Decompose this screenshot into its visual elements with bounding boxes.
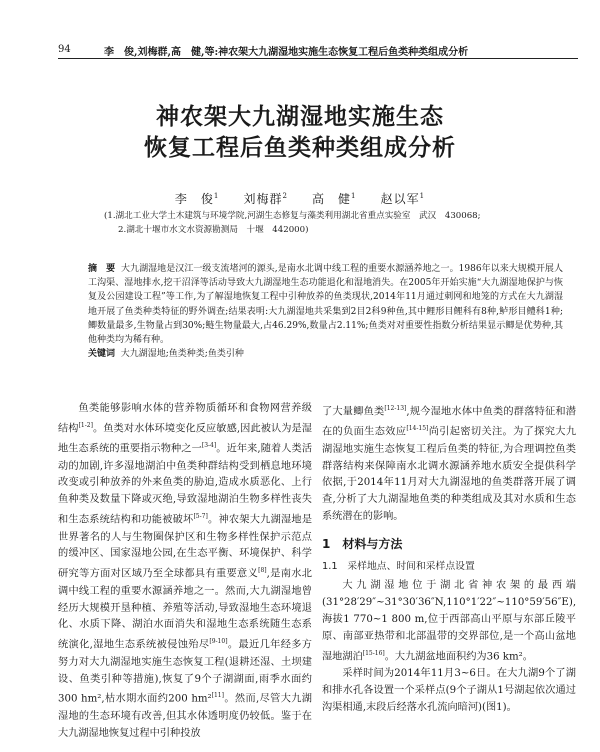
keywords-text: 大九湖湿地;鱼类种类;鱼类引种 bbox=[120, 349, 244, 360]
abstract bbox=[88, 262, 563, 361]
affiliation-mark: 1 bbox=[213, 192, 220, 200]
affiliation-2: 2.湖北十堰市水文水资源勘测局 十堰 442000) bbox=[118, 225, 309, 235]
citation: [12-13] bbox=[384, 405, 407, 412]
running-title: 李 俊,刘梅群,高 健,等:神农架大九湖湿地实施生态恢复工程后鱼类种类组成分析 bbox=[104, 47, 469, 58]
intro-continued: 了大量鲫鱼类[12-13],规今湿地水体中鱼类的群落特征和潜在的负面生态效应[14-15]尚引起密切关注。为了探究大九湖湿地实施生态恢复工程后鱼类的特征,为合理调控鱼类群落结构来保障南水北调水源涵养地水质安全提供科学依据,于2014年11月对大九湖湿地的鱼类群落开展了调查,分析了大九湖湿地鱼类的种类组成及其对水质和生态系统潜在的影响。 bbox=[322, 405, 577, 523]
abstract-text: 大九湖湿地是汉江一级支流堵河的源头,是南水北调中线工程的重要水源涵养地之一。1986年以来大规模开展人工沟渠、湿地排水,挖干沼泽等活动导致大九湖湿地生态功能退化和湿地消失。在2005年开始实施“大九湖湿地保护与恢复及公园建设工程”等工作,为了解湿地恢复工程中引种放养的鱼类现状,2014年11月通过刺网和地笼的方式在大九湖湿地开展了鱼类种类特征的野外调查;结果表明:大九湖湿地共采集到2目2科9种鱼,其中鲤形目鲤科有8种,鲈形目鳢科1种;鲫数量最多,生物量占到30%;鲢生物量最大,占46.29%,数量占2.11%;鱼类对对重要性指数分析结果显示鲫是优势种,其他种类均为稀有种。 bbox=[88, 264, 563, 346]
abstract-label: 摘 要 bbox=[88, 264, 116, 274]
author-name: 刘梅群 bbox=[243, 192, 283, 206]
intro-paragraph: 鱼类能够影响水体的营养物质循环和食物网营养级结构[1-2]。鱼类对水体环境变化反应敏感,因此被认为是湿地生态系统的重要指示物种之一[3-4]。近年来,随着人类活动的加剧,许多湿地湖泊中鱼类种群结构受到栖息地环境改变或引种放养的外来鱼类的胁迫,造成水质恶化、上行鱼种类及数量下降或灭绝,导致湿地湖泊生物多样性丧失和生态系统结构和功能被破坏[5-7]。神农架大九湖湿地是世界著名的人与生物圈保护区和生物多样性保护示范点的缓冲区、国家湿地公园,在生态平衡、环境保护、科学研究等方面对区域乃至全球都具有重要意义[8],是南水北调中线工程的重要水源涵养地之一。然而,大九湖湿地曾经历大规模开垦种植、养殖等活动,导致湿地生态环境退化、水质下降、湖泊水面消失和湿地生态系统随生态系统演化,湿地生态系统被侵蚀殆尽[9-10]。最近几年经多方努力对大九湖湿地实施生态恢复工程(退耕还湿、土坝建设、鱼类引种等措施),恢复了9个子湖湖面,雨季水面约300 hm²,枯水期水面约200 hm²[11]。然而,尽管大九湖湿地的生态环境有改善,但其水体透明度仍较低。鉴于在大九湖湿地恢复过程中引种投放 bbox=[58, 403, 313, 739]
citation: [8] bbox=[258, 567, 267, 575]
affiliation-mark: 1 bbox=[419, 192, 426, 200]
citation: [1-2] bbox=[78, 421, 93, 429]
article-title-line2: 恢复工程后鱼类种类组成分析 bbox=[144, 135, 456, 161]
author-list bbox=[0, 190, 600, 207]
article-title-line1: 神农架大九湖湿地实施生态 bbox=[156, 104, 444, 130]
author-name: 高 健 bbox=[312, 192, 352, 206]
header-divider bbox=[58, 58, 578, 59]
affiliation-mark: 1 bbox=[351, 192, 357, 200]
left-column bbox=[58, 401, 312, 743]
citation: [11] bbox=[211, 692, 224, 700]
affiliation-1: (1.湖北工业大学土木建筑与环境学院,河湖生态修复与藻类利用湖北省重点实验室 武汉 430068; bbox=[104, 211, 481, 221]
affiliation-mark: 2 bbox=[282, 192, 288, 200]
subsection-heading: 1.1 采样地点、时间和采样点设置 bbox=[322, 561, 475, 573]
citation: [5-7] bbox=[193, 513, 208, 521]
sampling-paragraph: 采样时间为2014年11月3~6日。在大九湖9个了湖和排水孔各设置一个采样点(9个子湖从1号湖起依次通过沟渠相通,末段后经落水孔流向暗河)(图1)。 bbox=[322, 667, 576, 713]
citation: [3-4] bbox=[201, 442, 217, 450]
right-column bbox=[322, 401, 576, 717]
citation: [14-15] bbox=[406, 425, 429, 433]
section-heading: 1 材料与方法 bbox=[322, 537, 403, 552]
site-paragraph: 大九湖湿地位于湖北省神农架的最西端(31°28′29″~31°30′36″N,110°1′22″~110°59′56″E),海拔1 770~1 800 m,位于西部高山平原与东部丘陵平原、南部亚热带和北部温带的交界部位,是一个高山盆地湿地湖泊[15-16]。大九湖盆地面积约为36 km²。 bbox=[322, 579, 577, 662]
page-number: 94 bbox=[58, 44, 71, 55]
citation: [15-16] bbox=[362, 649, 385, 657]
author-name: 赵以军 bbox=[380, 192, 420, 206]
author-name: 李 俊 bbox=[174, 192, 214, 206]
keywords-label: 关键词 bbox=[88, 349, 116, 360]
citation: [9-10] bbox=[209, 638, 228, 646]
